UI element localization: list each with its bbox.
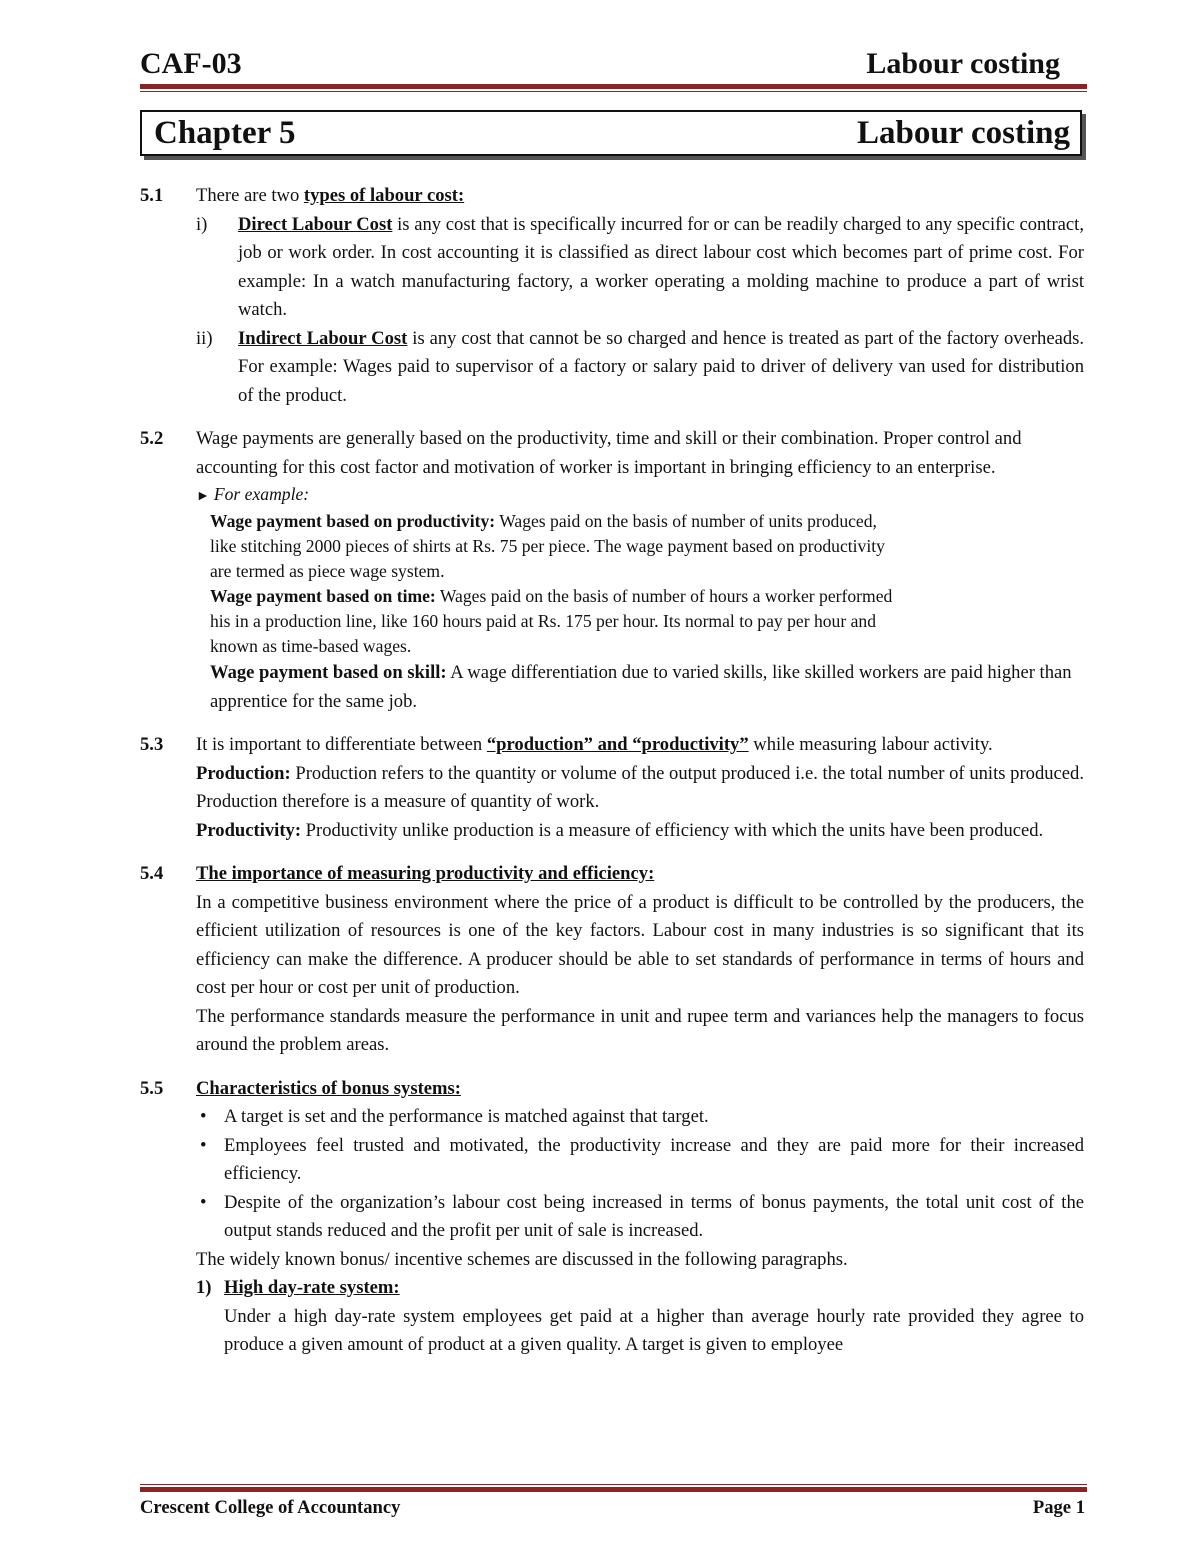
header-rule-thick — [140, 84, 1087, 89]
definition-production — [196, 760, 1084, 817]
example-text-line: his in a production line, like 160 hours paid at Rs. 175 per hour. Its normal to pay per hour and — [210, 611, 877, 631]
section-intro — [196, 731, 1084, 760]
intro-text-end: while measuring labour activity. — [748, 734, 993, 755]
section-intro — [196, 182, 1084, 211]
example-text: A wage differentiation due to varied skills, like skilled workers are paid higher than apprentice for the same job. — [210, 662, 1072, 712]
page-number: Page 1 — [1032, 1497, 1085, 1518]
list-item-text — [238, 211, 1084, 325]
header-topic: Labour costing — [866, 47, 1060, 80]
list-item-text — [238, 325, 1084, 411]
example-label: For example: — [213, 484, 310, 504]
example-text: Wages paid on the basis of number of units produced, — [495, 511, 877, 531]
term-direct-labour-cost: Direct Labour Cost — [238, 213, 393, 235]
main-content — [140, 182, 1084, 1375]
section-5-1 — [140, 182, 1084, 410]
chapter-number: Chapter 5 — [154, 115, 296, 151]
example-heading: Wage payment based on skill: — [210, 662, 447, 683]
section-paragraph: Wage payments are generally based on the productivity, time and skill or their combination. Proper control and accounting for this cost factor and motivation of worker is important in bringing efficiency to an enterprise. — [196, 428, 1022, 478]
example-heading: Wage payment based on time: — [210, 586, 436, 606]
subsection-number: 1) — [196, 1277, 212, 1298]
bullet-dot-icon: • — [200, 1191, 207, 1213]
example-text-line: known as time-based wages. — [210, 636, 412, 656]
section-paragraph: The performance standards measure the performance in unit and rupee term and variances help the managers to focus around the problem areas. — [196, 1005, 1084, 1055]
term-indirect-labour-cost: Indirect Labour Cost — [238, 327, 408, 349]
example-label-line — [196, 482, 1084, 509]
header-rule-thin — [140, 91, 1087, 92]
footer-institution: Crescent College of Accountancy — [140, 1497, 401, 1518]
bullet-text: Despite of the organization’s labour cost being increased in terms of bonus payments, the total unit cost of the output stands reduced and the profit per unit of sale is increased. — [224, 1191, 1084, 1241]
list-item-indirect-labour — [196, 325, 1084, 411]
example-text: Wages paid on the basis of number of hours a worker performed — [435, 586, 893, 606]
intro-heading: types of labour cost: — [303, 185, 465, 206]
chapter-title: Labour costing — [856, 115, 1070, 151]
subsection-heading-line — [224, 1274, 1084, 1303]
definition-text: Production refers to the quantity or volume of the output produced i.e. the total number of units produced. Production therefore is a measure of quantity of work. — [196, 762, 1084, 812]
definition-text: Productivity unlike production is a measure of efficiency with which the units have been produced. — [301, 819, 1044, 841]
section-5-3 — [140, 731, 1084, 845]
section-heading: The importance of measuring productivity and efficiency: — [196, 863, 655, 884]
header-course-code: CAF-03 — [140, 47, 242, 80]
section-number: 5.4 — [140, 863, 164, 884]
example-skill — [210, 659, 1084, 716]
list-item-direct-labour — [196, 211, 1084, 325]
list-marker: i) — [196, 213, 208, 235]
section-heading-line — [196, 1075, 1084, 1104]
intro-text: There are two — [196, 185, 304, 206]
section-heading: Characteristics of bonus systems: — [196, 1077, 461, 1099]
footer-rule-thin — [140, 1484, 1087, 1485]
subsection-paragraph: Under a high day-rate system employees get paid at a higher than average hourly rate provided they agree to produce a given amount of product at a given quality. A target is given to employee — [224, 1305, 1084, 1355]
footer-rule-thick — [140, 1487, 1087, 1492]
example-time — [210, 584, 1084, 609]
section-number: 5.5 — [140, 1077, 164, 1099]
section-paragraph: In a competitive business environment where the price of a product is difficult to be controlled by the producers, the efficient utilization of resources is one of the key factors. Labour cost in many industries is so significant that its efficiency can make the difference. A producer should be able to set standards of performance in terms of hours and cost per hour or cost per unit of production. — [196, 891, 1084, 998]
example-heading: Wage payment based on productivity: — [210, 511, 496, 531]
section-5-2 — [140, 425, 1084, 716]
bullet-item — [196, 1132, 1084, 1189]
triangle-bullet-icon: ► — [196, 489, 210, 504]
section-5-5 — [140, 1075, 1084, 1360]
section-number: 5.1 — [140, 185, 164, 206]
definition-text: is any cost that is specifically incurred for or can be readily charged to any specific contract, job or work order. In cost accounting it is classified as direct labour cost which becomes part of prime cost. For example: In a watch manufacturing factory, a worker operating a molding machine to produce a part of wrist watch. — [238, 213, 1084, 320]
bullet-item — [196, 1103, 1084, 1132]
example-items — [196, 509, 1084, 716]
subsection-heading: High day-rate system: — [224, 1277, 400, 1298]
example-productivity — [210, 509, 1084, 534]
section-heading-line — [196, 860, 1084, 889]
section-number: 5.3 — [140, 734, 164, 755]
example-text-line: like stitching 2000 pieces of shirts at Rs. 75 per piece. The wage payment based on productivity — [210, 536, 885, 556]
term-production: Production: — [196, 762, 291, 784]
section-number: 5.2 — [140, 428, 164, 449]
bullet-dot-icon: • — [200, 1134, 207, 1156]
chapter-title-box — [140, 110, 1082, 156]
bullet-item — [196, 1189, 1084, 1246]
subsection-high-day-rate — [196, 1274, 1084, 1360]
bullet-text: Employees feel trusted and motivated, the productivity increase and they are paid more for their increased efficiency. — [224, 1134, 1084, 1184]
bullet-text: A target is set and the performance is matched against that target. — [224, 1106, 709, 1127]
bullet-dot-icon: • — [200, 1106, 207, 1127]
example-block — [196, 482, 1084, 716]
term-productivity: Productivity: — [196, 819, 302, 841]
page-footer — [140, 1497, 1085, 1519]
definition-text: is any cost that cannot be so charged and hence is treated as part of the factory overheads. For example: Wages paid to supervisor of a factory or salary paid to driver of delivery van used for distribution of the product. — [238, 327, 1084, 406]
definition-productivity — [196, 817, 1084, 846]
example-text-line: are termed as piece wage system. — [210, 561, 445, 581]
list-marker: ii) — [196, 327, 213, 349]
key-terms: “production” and “productivity” — [486, 734, 749, 755]
section-5-4 — [140, 860, 1084, 1060]
section-paragraph: The widely known bonus/ incentive schemes are discussed in the following paragraphs. — [196, 1248, 848, 1270]
intro-text: It is important to differentiate between — [196, 734, 487, 755]
page-header — [140, 38, 1060, 82]
